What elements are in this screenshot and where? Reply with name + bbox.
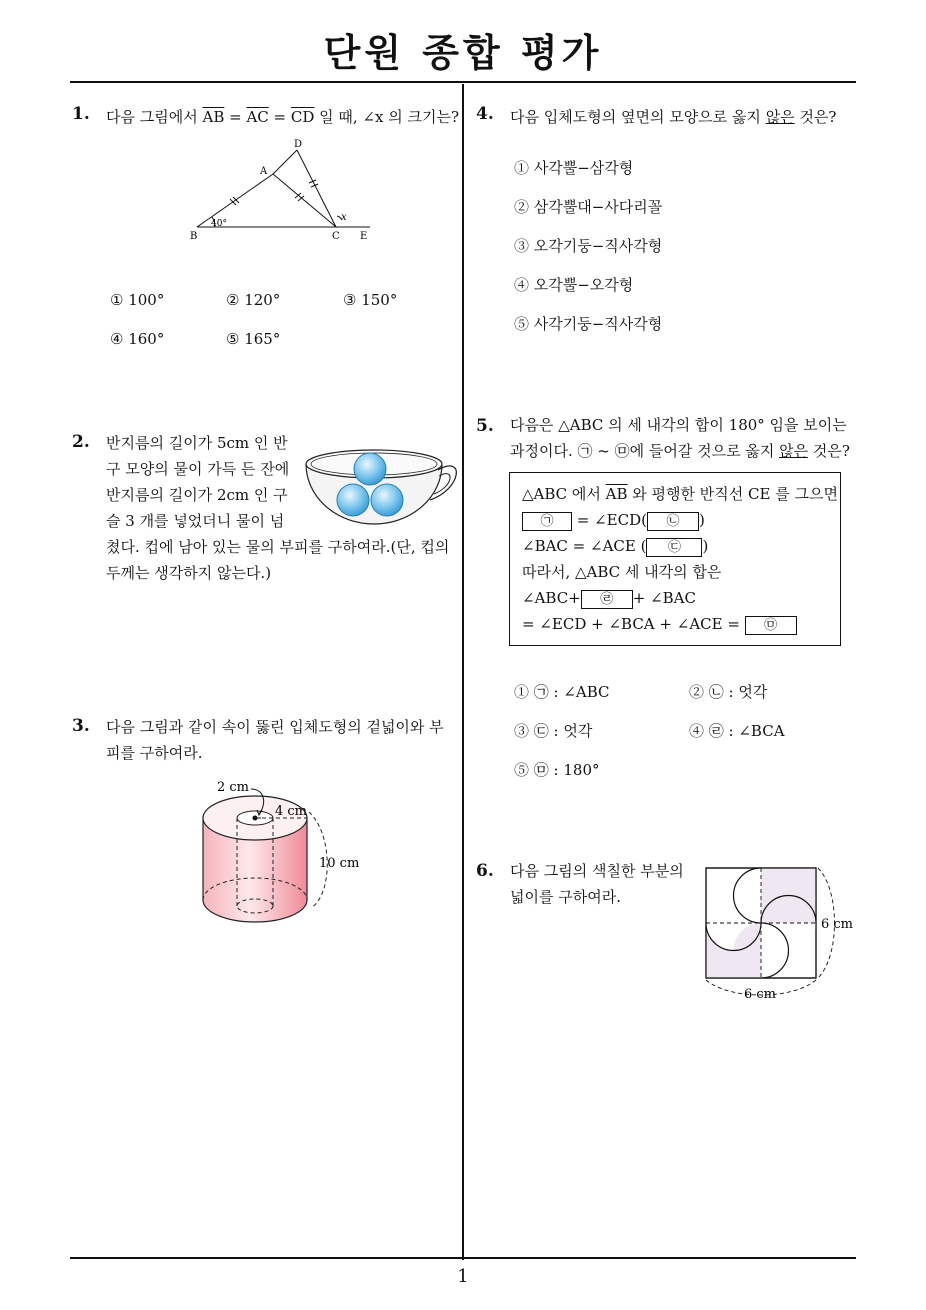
q6-number: 6. — [476, 861, 494, 881]
q6-square-figure — [690, 860, 860, 1010]
q5-number: 5. — [476, 416, 494, 436]
q4-choice-1[interactable]: ① 사각뿔−삼각형 — [514, 159, 634, 177]
page-number: 1 — [457, 1266, 469, 1287]
q4-choice-4[interactable]: ④ 오각뿔−오각형 — [514, 276, 634, 294]
q1-prompt: 다음 그림에서 $\overline{AB} = \overline{AC} = \overline{CD}$ 일 때, ∠x 의 크기는? — [106, 108, 460, 126]
q4-choice-3[interactable]: ③ 오각기둥−직사각형 — [514, 237, 663, 255]
top-rule — [70, 81, 856, 83]
q2-cup-figure — [300, 434, 460, 534]
q3-label-outer-radius: 4 cm — [275, 804, 308, 819]
q3-label-inner-radius: 2 cm — [217, 780, 250, 795]
q4-choice-5[interactable]: ⑤ 사각기둥−직사각형 — [514, 315, 663, 333]
q1-choice-2[interactable]: ② 120° — [226, 291, 281, 309]
q5-blank-d: ㉣ — [581, 590, 633, 609]
q1-choice-5[interactable]: ⑤ 165° — [226, 330, 281, 348]
q1-label-C: C — [332, 231, 340, 242]
q1-label-B: B — [190, 231, 198, 242]
q1-label-A: A — [260, 166, 268, 177]
q3-label-height: 10 cm — [319, 856, 360, 871]
q5-blank-e: ㉤ — [745, 616, 797, 635]
page-title: 단원 종합 평가 — [323, 31, 603, 75]
q3-text: 다음 그림과 같이 속이 뚫린 입체도형의 겉넓이와 부 피를 구하여라. — [106, 718, 444, 762]
q1-choice-1[interactable]: ① 100° — [110, 291, 165, 309]
q1-label-D: D — [294, 139, 303, 150]
q1-choice-3[interactable]: ③ 150° — [343, 291, 398, 309]
q5-prompt: 다음은 △ABC 의 세 내각의 합이 180° 임을 보이는 과정이다. ㉠ ~ ㉤에 들어갈 것으로 옳지 않은 것은? — [510, 416, 850, 460]
q5-choice-5[interactable]: ⑤ ㉤ : 180° — [514, 761, 600, 779]
q6-label-bottom: 6 cm — [744, 987, 777, 1002]
q3-cylinder-figure — [195, 774, 365, 934]
q5-proof-box: △ABC 에서 $\overline{AB}$ 와 평행한 반직선 CE 를 그으면 ㉠ = ∠ECD( ㉡ ) ∠BAC = ∠ACE ( ㉢ ) 따라서, △ABC 세 내각의 합은 ∠ABC+ ㉣ + ∠BAC = ∠ECD + ∠BCA + ∠ACE = ㉤ — [509, 472, 841, 646]
q4-prompt: 다음 입체도형의 옆면의 모양으로 옳지 않은 것은? — [510, 108, 837, 126]
q5-blank-a: ㉠ — [522, 512, 572, 531]
q5-blank-c: ㉢ — [646, 538, 702, 557]
q1-triangle-figure — [180, 136, 380, 246]
q4-choice-2[interactable]: ② 삼각뿔대−사다리꼴 — [514, 198, 663, 216]
q5-choice-1[interactable]: ① ㉠ : ∠ABC — [514, 683, 610, 701]
q1-label-E: E — [360, 231, 368, 242]
q4-number: 4. — [476, 104, 494, 124]
q6-label-side: 6 cm — [821, 917, 854, 932]
q1-angle-x: x — [341, 212, 347, 223]
q6-text: 다음 그림의 색칠한 부분의 넓이를 구하여라. — [510, 862, 684, 906]
q5-choice-2[interactable]: ② ㉡ : 엇각 — [689, 683, 768, 701]
q5-choice-4[interactable]: ④ ㉣ : ∠BCA — [689, 722, 785, 740]
q1-angle-40: 40° — [211, 219, 227, 229]
q1-choice-4[interactable]: ④ 160° — [110, 330, 165, 348]
q2-text: 반지름의 길이가 5cm 인 반 구 모양의 물이 가득 든 잔에 반지름의 길이가 2cm 인 구 슬 3 개를 넣었더니 물이 넘 쳤다. 컵에 남아 있는 물의 부피를 구하여라.(단, 컵의 두께는 생각하지 않는다.) — [106, 434, 450, 582]
column-divider — [462, 84, 464, 1260]
q3-number: 3. — [72, 716, 90, 736]
q5-choice-3[interactable]: ③ ㉢ : 엇각 — [514, 722, 593, 740]
bottom-rule — [70, 1257, 856, 1259]
q2-number: 2. — [72, 432, 90, 452]
q5-blank-b: ㉡ — [647, 512, 699, 531]
q1-number: 1. — [72, 104, 90, 124]
